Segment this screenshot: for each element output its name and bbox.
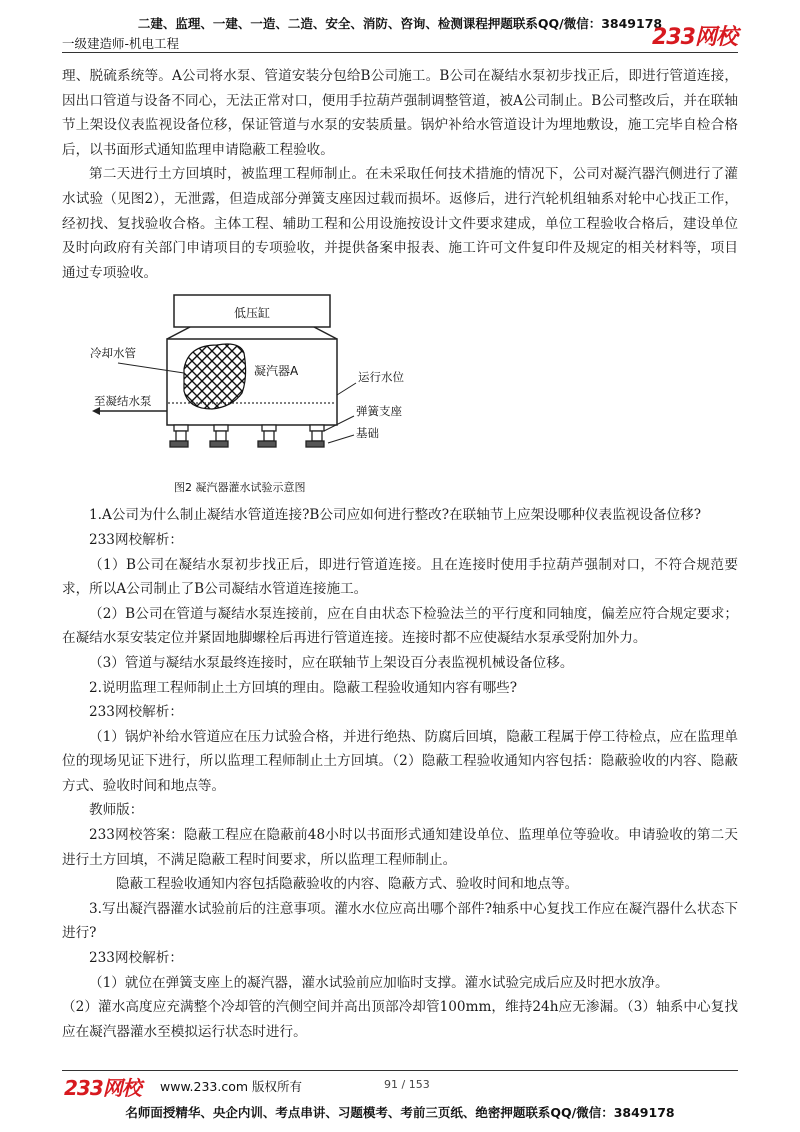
label-lp-cylinder: 低压缸 bbox=[233, 306, 271, 321]
figure-caption: 图2 凝汽器灌水试验示意图 bbox=[174, 481, 306, 495]
condenser-diagram-svg bbox=[62, 291, 738, 499]
label-foundation: 基础 bbox=[356, 426, 379, 441]
label-water-level: 运行水位 bbox=[358, 370, 404, 385]
question-3: 3.写出凝汽器灌水试验前后的注意事项。灌水水位应高出哪个部件?轴系中心复找工作应在凝汽器什么状态下进行? bbox=[62, 900, 738, 942]
header-subject: 一级建造师-机电工程 bbox=[62, 36, 180, 51]
answer-2-teacher: 233网校答案：隐蔽工程应在隐蔽前48小时以书面形式通知建设单位、监理单位等验收。申请验收的第二天进行土方回填，不满足隐蔽工程时间要求，所以监理工程师制止。 bbox=[62, 827, 738, 868]
label-spring-support: 弹簧支座 bbox=[356, 404, 402, 419]
header-contact-line: 二建、监理、一建、一造、二造、安全、消防、咨询、检测课程押题联系QQ/微信：3849178 bbox=[137, 16, 663, 31]
answer-3-2: （2）灌水高度应充满整个冷却管的汽侧空间并高出顶部冷却管100mm，维持24h应无渗漏。（3）轴系中心复找应在凝汽器灌水至模拟运行状态时进行。 bbox=[62, 999, 738, 1040]
question-1: 1.A公司为什么制止凝结水管道连接?B公司应如何进行整改?在联轴节上应架设哪种仪表监视设备位移? bbox=[89, 507, 701, 524]
header-divider bbox=[62, 52, 738, 53]
footer-contact-line: 名师面授精华、央企内训、考点串讲、习题模考、考前三页纸、绝密押题联系QQ/微信：3849178 bbox=[125, 1105, 675, 1120]
answer-1-2: （2）B公司在管道与凝结水泵连接前，应在自由状态下检验法兰的平行度和同轴度，偏差应符合规定要求；在凝结水泵安装定位并紧固地脚螺栓后再进行管道连接。连接时都不应使凝结水泵承受附加外力。 bbox=[62, 605, 738, 647]
spring-supports bbox=[170, 425, 324, 447]
label-cooling-pipe: 冷却水管 bbox=[90, 346, 136, 361]
answer-1-3: （3）管道与凝结水泵最终连接时，应在联轴节上架设百分表监视机械设备位移。 bbox=[89, 654, 574, 671]
teacher-label: 教师版： bbox=[89, 802, 144, 819]
analysis-label-1: 233网校解析： bbox=[89, 531, 183, 548]
footer-logo: 233网校 bbox=[64, 1076, 141, 1100]
footer-divider bbox=[62, 1070, 738, 1071]
analysis-label-3: 233网校解析： bbox=[89, 950, 183, 967]
answer-2-teacher-2: 隐蔽工程验收通知内容包括隐蔽验收的内容、隐蔽方式、验收时间和地点等。 bbox=[116, 876, 579, 893]
paragraph-2: 第二天进行土方回填时，被监理工程师制止。在未采取任何技术措施的情况下，公司对凝汽器汽侧进行了灌水试验（见图2），无泄露，但造成部分弹簧支座因过载而损坏。返修后，进行汽轮机组轴系对轮中心找正工作，经初找、复找验收合格。主体工程、辅助工程和公用设施按设计文件要求建成，单位工程验收合格后，建设单位及时向政府有关部门申请项目的专项验收，并提供备案申报表、施工许可文件复印件及规定的相关材料等，项目通过专项验收。 bbox=[62, 166, 738, 281]
label-to-pump: 至凝结水泵 bbox=[94, 394, 152, 409]
answer-2: （1）锅炉补给水管道应在压力试验合格，并进行绝热、防腐后回填，隐蔽工程属于停工待检点，应在监理单位的现场见证下进行，所以监理工程师制止土方回填。（2）隐蔽工程验收通知内容包括：隐蔽验收的内容、隐蔽方式、验收时间和地点等。 bbox=[62, 728, 738, 794]
label-condenser: 凝汽器A bbox=[254, 364, 299, 379]
answer-3-1: （1）就位在弹簧支座上的凝汽器，灌水试验前应加临时支撑。灌水试验完成后应及时把水放净。 bbox=[89, 974, 669, 991]
tube-bundle-shape bbox=[184, 344, 246, 409]
answer-1-1: （1）B公司在凝结水泵初步找正后，即进行管道连接。且在连接时使用手拉葫芦强制对口，不符合规范要求，所以A公司制止了B公司凝结水管道连接施工。 bbox=[62, 556, 738, 598]
condenser-diagram bbox=[62, 291, 738, 499]
page-number: 91 / 153 bbox=[384, 1078, 430, 1091]
paragraph-1: 理、脱硫系统等。A公司将水泵、管道安装分包给B公司施工。B公司在凝结水泵初步找正后，即进行管道连接，因出口管道与设备不同心，无法正常对口，便用手拉葫芦强制调整管道，被A公司制止。B公司整改后，并在联轴节上架设仪表监视设备位移，保证管道与水泵的安装质量。锅炉补给水管道设计为埋地敷设，施工完毕自检合格后，以书面形式通知监理申请隐蔽工程验收。 bbox=[62, 68, 738, 158]
brand-logo: 233网校 bbox=[652, 25, 737, 50]
question-2: 2.说明监理工程师制止土方回填的理由。隐蔽工程验收通知内容有哪些? bbox=[89, 679, 518, 696]
footer-site: www.233.com 版权所有 bbox=[160, 1079, 302, 1094]
analysis-label-2: 233网校解析： bbox=[89, 704, 183, 721]
document-body bbox=[62, 64, 738, 1044]
